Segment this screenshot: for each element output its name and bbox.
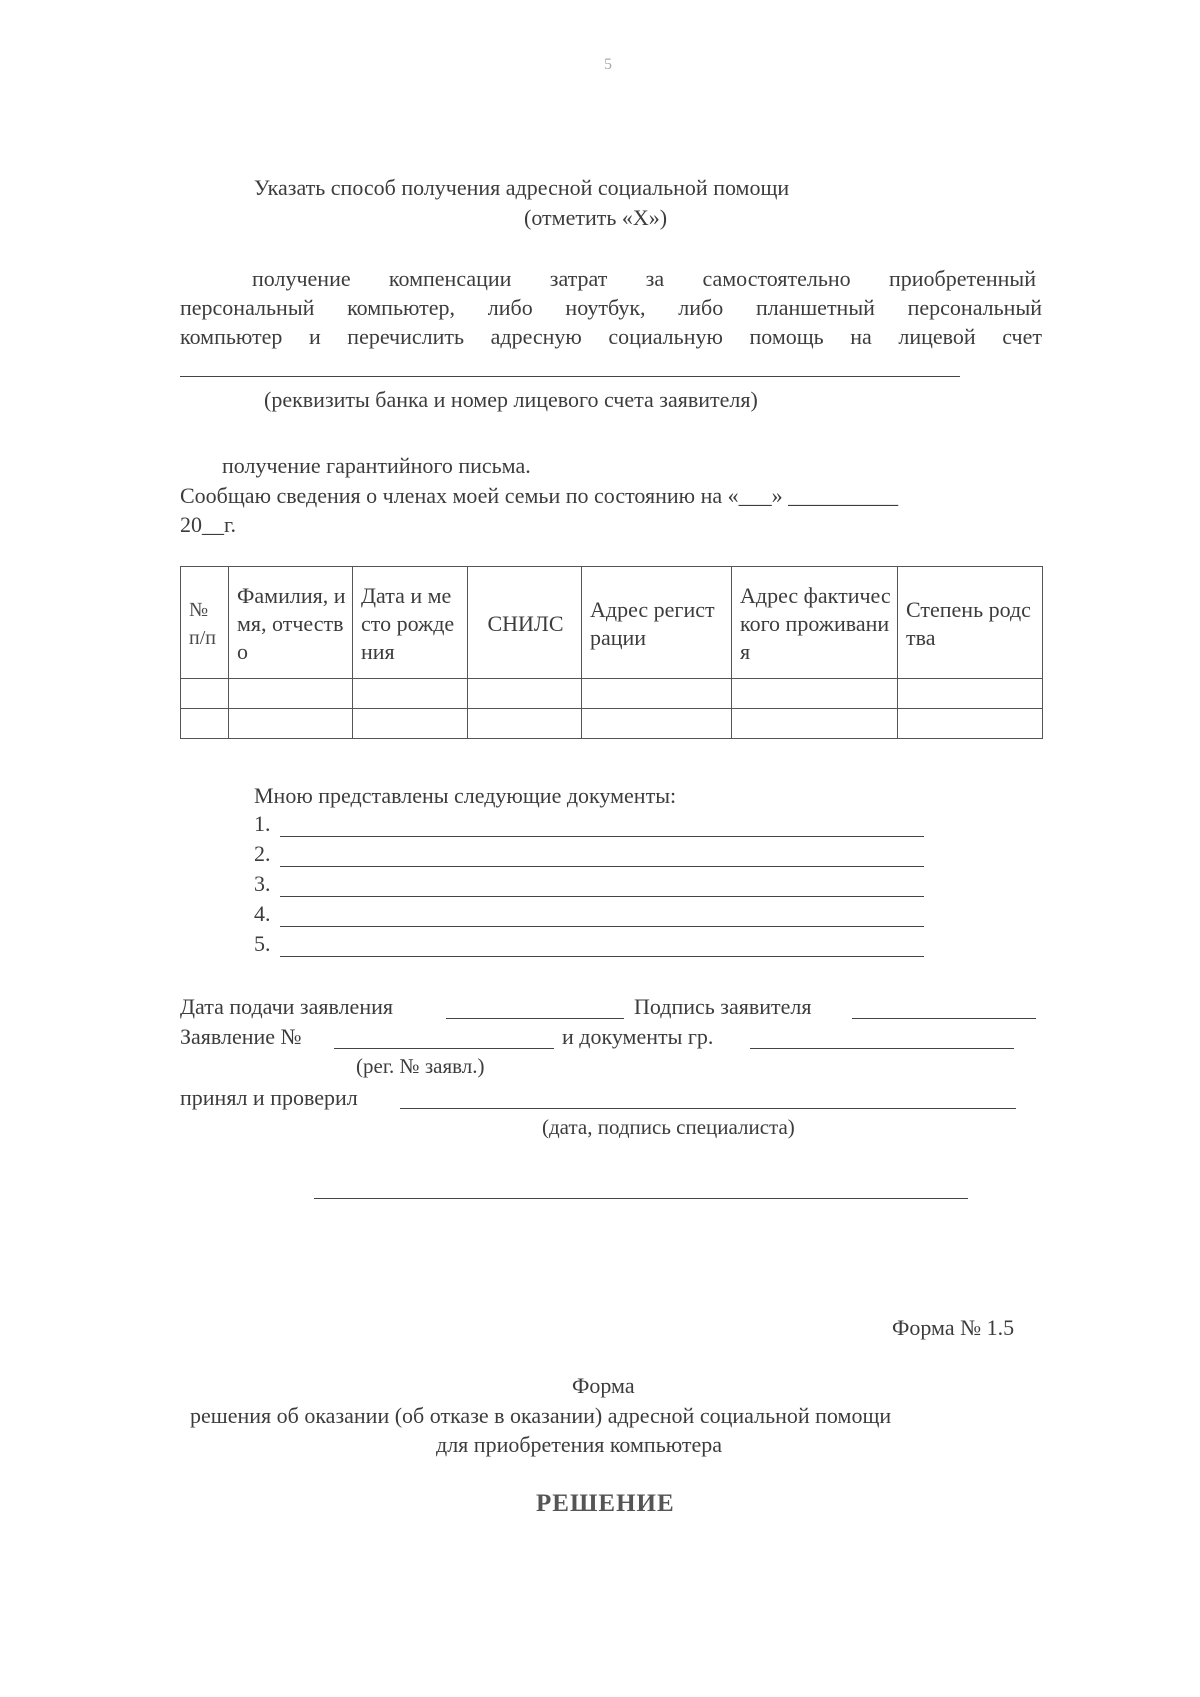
table-cell[interactable] <box>898 709 1043 739</box>
applicant-signature-label: Подпись заявителя <box>634 994 812 1019</box>
accepted-checked-label: принял и проверил <box>180 1085 358 1110</box>
reg-number-caption: (рег. № заявл.) <box>356 1054 485 1078</box>
table-cell[interactable] <box>582 709 732 739</box>
table-row <box>181 679 1043 709</box>
table-row <box>181 709 1043 739</box>
submission-date-line[interactable] <box>446 1018 624 1019</box>
table-cell[interactable] <box>582 679 732 709</box>
applicant-signature-line[interactable] <box>852 1018 1036 1019</box>
bank-details-line <box>180 376 960 377</box>
accepted-checked-line[interactable] <box>400 1108 1016 1109</box>
assistance-method-heading: Указать способ получения адресной социальной помощи <box>254 175 790 200</box>
document-line[interactable] <box>280 866 924 867</box>
document-number: 2. <box>254 841 271 866</box>
table-header-cell: № п/п <box>181 567 229 679</box>
documents-heading: Мною представлены следующие документы: <box>254 783 677 808</box>
submission-date-label: Дата подачи заявления <box>180 994 393 1019</box>
specialist-caption: (дата, подпись специалиста) <box>542 1115 795 1139</box>
bank-details-caption: (реквизиты банка и номер лицевого счета заявителя) <box>264 387 758 412</box>
documents-of-citizen-label: и документы гр. <box>562 1024 714 1049</box>
document-line[interactable] <box>280 926 924 927</box>
separator-line <box>314 1198 968 1199</box>
table-header-cell: Дата и место рождения <box>353 567 468 679</box>
family-intro-line1: Сообщаю сведения о членах моей семьи по состоянию на «___» __________ <box>180 483 899 508</box>
table-cell[interactable] <box>732 679 898 709</box>
assistance-method-subheading: (отметить «Х») <box>524 205 668 230</box>
document-number: 4. <box>254 901 271 926</box>
document-line[interactable] <box>280 896 924 897</box>
form-title: Форма <box>572 1373 635 1398</box>
form-description-line2: для приобретения компьютера <box>436 1432 723 1457</box>
page-number: 5 <box>604 56 612 73</box>
option2-text: получение гарантийного письма. <box>222 453 531 478</box>
application-number-label: Заявление № <box>180 1024 302 1049</box>
table-cell[interactable] <box>229 679 353 709</box>
table-header-cell: Степень родства <box>898 567 1043 679</box>
table-header-cell: СНИЛС <box>468 567 582 679</box>
table-cell[interactable] <box>181 709 229 739</box>
document-number: 3. <box>254 871 271 896</box>
option1-line-3: компьютер и перечислить адресную социальную помощь на лицевой счет <box>180 324 1042 349</box>
table-header-cell: Адрес регистрации <box>582 567 732 679</box>
document-line[interactable] <box>280 836 924 837</box>
table-cell[interactable] <box>732 709 898 739</box>
table-cell[interactable] <box>353 679 468 709</box>
table-header-row <box>181 567 1043 679</box>
table-cell[interactable] <box>898 679 1043 709</box>
document-line[interactable] <box>280 956 924 957</box>
table-cell[interactable] <box>468 679 582 709</box>
table-cell[interactable] <box>181 679 229 709</box>
form-number: Форма № 1.5 <box>892 1315 1015 1340</box>
document-number: 1. <box>254 811 271 836</box>
table-cell[interactable] <box>468 709 582 739</box>
table-header-cell: Фамилия, имя, отчество <box>229 567 353 679</box>
table-header-cell: Адрес фактического проживания <box>732 567 898 679</box>
option1-line-2: персональный компьютер, либо ноутбук, либо планшетный персональный <box>180 295 1042 320</box>
family-intro-line2: 20__г. <box>180 512 237 537</box>
family-members-table <box>180 566 1043 739</box>
table-cell[interactable] <box>353 709 468 739</box>
option1-line-1: получение компенсации затрат за самостоятельно приобретенный <box>252 266 1036 291</box>
form-description-line1: решения об оказании (об отказе в оказании) адресной социальной помощи <box>190 1403 892 1428</box>
table-cell[interactable] <box>229 709 353 739</box>
citizen-name-line[interactable] <box>750 1048 1014 1049</box>
decision-heading: РЕШЕНИЕ <box>536 1490 675 1517</box>
document-number: 5. <box>254 931 271 956</box>
application-number-line[interactable] <box>334 1048 554 1049</box>
